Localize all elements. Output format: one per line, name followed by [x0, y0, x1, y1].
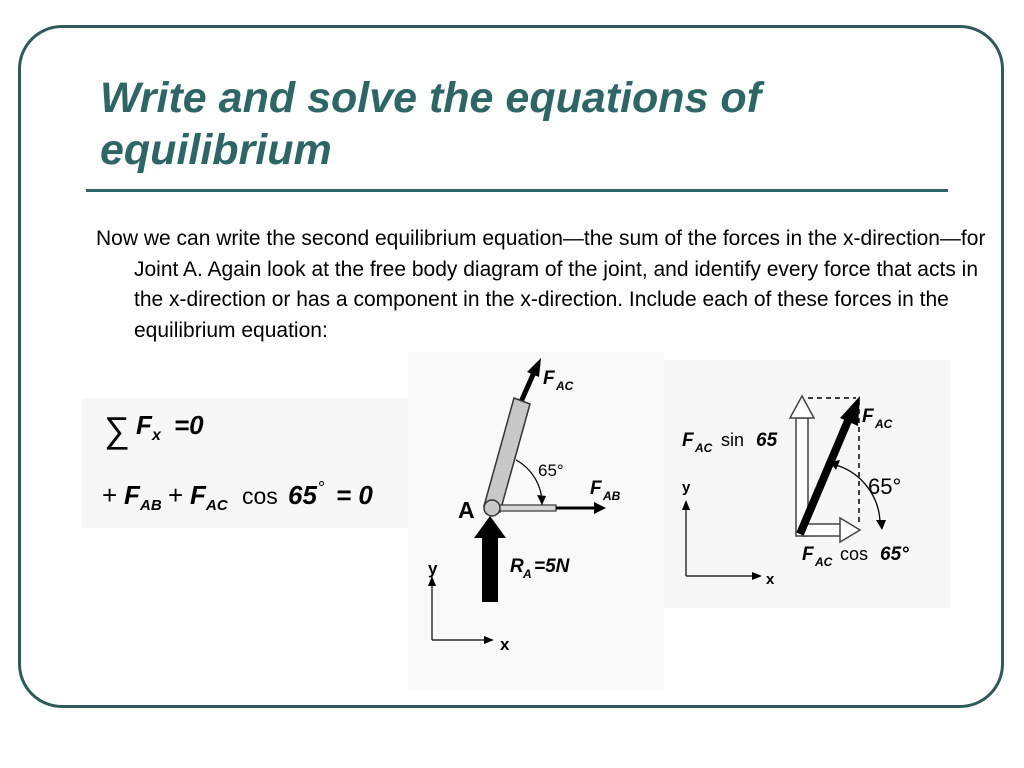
fac-label-sub: AC [556, 379, 574, 393]
fac-resultant-label: F [862, 406, 874, 427]
slide-title: Write and solve the equations of equilibrium [100, 74, 762, 174]
angle-arc-arrowhead [537, 495, 546, 505]
joint-label: A [458, 497, 475, 523]
angle-arc-2-arrowhead-bottom [876, 520, 886, 530]
cos-label-sub: AC [815, 555, 833, 569]
eq2-force-1: F [124, 480, 140, 510]
cos-component-arrowhead [840, 518, 860, 542]
ra-arrowhead [474, 516, 506, 538]
member-ac [484, 398, 530, 512]
eq2-subscript-1: AB [140, 497, 162, 514]
x-axis-label: x [500, 635, 510, 654]
eq2-angle: 65 [288, 480, 317, 510]
cos-label-text: cos [840, 544, 869, 564]
ra-arrow-shaft [482, 534, 498, 602]
sin-component-arrowhead [790, 396, 814, 418]
y-axis-label: y [428, 559, 438, 578]
sin-label-f: F [682, 430, 694, 451]
angle-label: 65° [538, 461, 564, 480]
fab-label: F [590, 478, 602, 499]
equations-svg [82, 398, 412, 528]
eq2-plus-2: + [168, 480, 184, 510]
joint-diagram-svg [408, 352, 664, 690]
x-axis-label-2: x [766, 571, 775, 588]
eq1-subscript: x [152, 427, 161, 444]
fab-arrowhead [594, 502, 606, 514]
eq2-force-2: F [190, 480, 206, 510]
components-diagram-svg [664, 360, 950, 608]
fac-resultant-arrowhead [840, 396, 860, 426]
sum-symbol: ∑ [104, 409, 130, 450]
eq1-variable: F [136, 410, 152, 440]
ra-label-sub: A [523, 567, 532, 581]
fac-arrowhead [527, 358, 541, 377]
equation-panel [82, 398, 412, 528]
joint-pin [484, 500, 500, 516]
sin-label-value: 65 [756, 430, 778, 451]
eq2-plus-1: + [102, 480, 118, 510]
cos-label-f: F [802, 544, 814, 565]
eq1-rhs: =0 [174, 410, 204, 440]
eq2-subscript-2: AC [206, 497, 228, 514]
body-paragraph: Now we can write the second equilibrium equation—the sum of the forces in the x-direction—for Joint A. Again look at the free body diagram of the joint, and identify every force that acts in the x-direction or has a component in the x-direction. Include each of these forces in the equilibrium equation: [96, 227, 986, 342]
ra-value: =5N [534, 556, 570, 577]
cos-component-shaft [802, 524, 842, 536]
fac-resultant-label-sub: AC [875, 417, 893, 431]
ra-label: R [510, 556, 524, 577]
cos-label-value: 65° [880, 544, 909, 565]
fac-label: F [543, 368, 555, 389]
x-axis-arrowhead [484, 636, 494, 644]
force-components-diagram [664, 360, 950, 608]
y-axis-label-2: y [682, 479, 691, 496]
eq2-degree: ° [318, 478, 326, 498]
member-ab [500, 505, 556, 511]
joint-free-body-diagram [408, 352, 664, 690]
angle-label-2: 65° [868, 474, 902, 499]
sin-label-text: sin [721, 430, 745, 450]
x-axis-arrowhead-2 [752, 572, 762, 580]
eq2-cos: cos [242, 483, 278, 509]
y-axis-arrowhead-2 [682, 500, 690, 510]
eq2-rhs: = 0 [336, 480, 373, 510]
sin-label-sub: AC [695, 441, 713, 455]
title-divider [86, 189, 948, 192]
fab-label-sub: AB [603, 489, 621, 503]
